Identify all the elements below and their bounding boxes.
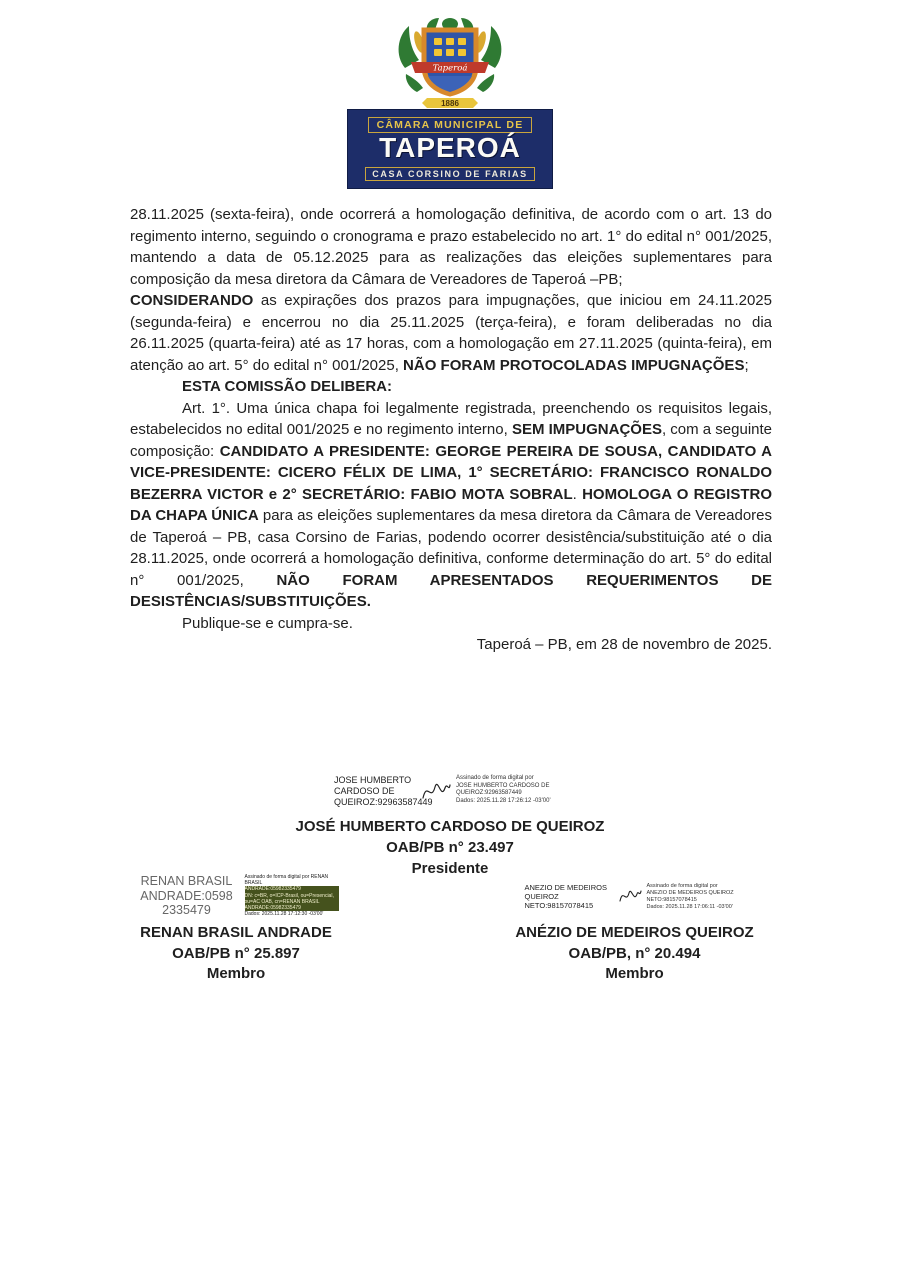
text-run: , com a seguinte composição: [130, 421, 773, 460]
stamp-signer-name [525, 883, 613, 910]
handwritten-signature-icon [618, 885, 642, 907]
stamp-row [525, 883, 745, 911]
banner-subtitle-bottom: CASA CORSINO DE FARIAS [365, 167, 534, 181]
stamp-line: QUEIROZ [524, 892, 559, 901]
stamp-line: Dados: 2025.11.28 17:26:12 -03'00' [456, 797, 551, 804]
stamp-line: ANDRADE:05982335479 [245, 905, 339, 911]
paragraph-considerando [130, 290, 772, 376]
member-role: Membro [206, 965, 266, 982]
stamp-row [134, 874, 339, 918]
president-oab: OAB/PB n° 23.497 [386, 839, 514, 856]
stamp-line: Assinado de forma digital por [456, 775, 534, 781]
document-body [130, 204, 772, 656]
stamp-line: JOSE HUMBERTO CARDOSO DE [456, 782, 550, 789]
stamp-line: ou=AC OAB, cn=RENAN BRASIL [245, 899, 339, 905]
handwritten-signature-icon [421, 777, 451, 805]
member-oab: OAB/PB, n° 20.494 [568, 944, 701, 962]
digital-signature-stamp-president [334, 775, 566, 808]
signature-block-president [0, 770, 900, 879]
dateline: Taperoá – PB, em 28 de novembro de 2025. [476, 636, 772, 653]
deliberation-heading: ESTA COMISSÃO DELIBERA: [182, 378, 393, 395]
member-oab: OAB/PB n° 25.897 [172, 944, 300, 962]
crest-ribbon-text: Taperoá [432, 63, 468, 74]
stamp-line: JOSE HUMBERTO [334, 775, 412, 785]
bold-run: CANDIDATO A PRESIDENTE: GEORGE PEREIRA DE SOUSA, CANDIDATO A VICE-PRESIDENTE: CICERO FÉLIX DE LIMA, 1° SECRETÁRIO: FRANCISCO RONALDO BEZERRA VICTOR e 2° SECRETÁRIO: FABIO MOTA SOBRAL [130, 442, 773, 503]
text-run: as expirações dos prazos para impugnações, que iniciou em 24.11.2025 (segunda-feira) e encerrou no dia 25.11.2025 (terça-feira), e foram deliberadas no dia 26.11.2025 (quarta-feira) até as 17 horas, com a homologação em 27.11.2025 (quinta-feira), em atenção ao art. 5° do edital n° 001/2025, [130, 292, 772, 374]
stamp-line: DN: c=BR, o=ICP-Brasil, ou=Presencial, [245, 893, 339, 899]
banner-title: TAPEROÁ [379, 132, 521, 163]
stamp-line: Assinado de forma digital por RENAN BRASIL [244, 874, 329, 887]
text-run: para as eleições suplementares da mesa diretora da Câmara de Vereadores de Taperoá – PB, casa Corsino de Farias, podendo ocorrer desistência/substituição até o dia 28.11.2025, onde ocorrerá a homologação definitiva, conforme determinação do art. 5° do edital n° 001/2025, [130, 507, 772, 589]
president-name: JOSÉ HUMBERTO CARDOSO DE QUEIROZ [295, 818, 605, 835]
municipal-chamber-logo [347, 16, 553, 189]
text-run: ; [744, 356, 749, 374]
stamp-certificate-info [245, 874, 339, 917]
digital-signature-stamp-renan [92, 874, 380, 921]
bold-run: SEM IMPUGNAÇÕES [511, 421, 662, 438]
coat-of-arms-icon [375, 16, 525, 112]
bold-run: NÃO FORAM PROTOCOLADAS IMPUGNAÇÕES [403, 356, 745, 374]
bold-run: CONSIDERANDO [130, 292, 254, 309]
stamp-line: ANEZIO DE MEDEIROS [524, 883, 608, 892]
stamp-line: CARDOSO DE [334, 786, 395, 796]
bold-run: HOMOLOGA O REGISTRO DA CHAPA ÚNICA [130, 485, 772, 524]
stamp-line: ANDRADE:0598 [140, 888, 233, 903]
text-run: Art. 1°. Uma única chapa foi legalmente registrada, preenchendo os requisitos legais, estabelecidos no edital 001/2025 e no regimento interno, [130, 399, 772, 438]
stamp-line: 2335479 [162, 903, 211, 917]
stamp-line: NETO:98157078415 [646, 897, 697, 903]
signature-block-member-anezio [487, 874, 782, 985]
stamp-line: Dados: 2025.11.28 17:06:11 -03'00' [646, 904, 733, 910]
paragraph-homologacao: 28.11.2025 (sexta-feira), onde ocorrerá a homologação definitiva, de acordo com o art. 13 do regimento interno, seguindo o cronograma e prazo estabelecido no art. 1° do edital n° 001/2025, mantendo a data de 05.12.2025 para as realizações das eleições suplementares para composição da mesa diretora da Câmara de Vereadores de Taperoá –PB; [130, 206, 772, 288]
stamp-certificate-info [456, 775, 566, 805]
member-name: RENAN BRASIL ANDRADE [140, 924, 332, 941]
stamp-line: RENAN BRASIL [140, 874, 233, 888]
member-role: Membro [605, 965, 664, 982]
text-run: . [572, 485, 583, 503]
paragraph-art1 [130, 398, 772, 613]
logo-banner [347, 109, 553, 189]
bold-run: NÃO FORAM APRESENTADOS REQUERIMENTOS DE DESISTÊNCIAS/SUBSTITUIÇÕES. [130, 571, 772, 610]
stamp-certificate-info [647, 883, 745, 911]
stamp-signer-name [334, 775, 433, 808]
member-name: ANÉZIO DE MEDEIROS QUEIROZ [515, 924, 754, 941]
president-role: Presidente [411, 860, 489, 877]
stamp-line: Dados: 2025.11.28 17:12:30 -03'00' [244, 911, 324, 918]
signature-block-member-renan [92, 874, 380, 985]
stamp-line: ANEZIO DE MEDEIROS QUEIROZ [646, 890, 734, 896]
stamp-line: NETO:98157078415 [524, 901, 594, 910]
crest-year-text: 1886 [441, 99, 459, 108]
banner-subtitle-top: CÂMARA MUNICIPAL DE [368, 117, 533, 133]
stamp-line: ANDRADE:05982335479 [245, 886, 339, 892]
stamp-line: Assinado de forma digital por [646, 883, 718, 889]
stamp-line: QUEIROZ:92963587449 [456, 790, 522, 796]
digital-signature-stamp-anezio [487, 874, 782, 921]
stamp-signer-name [134, 874, 240, 918]
paragraph-publique: Publique-se e cumpra-se. [182, 614, 353, 632]
stamp-line: QUEIROZ:92963587449 [334, 797, 433, 807]
